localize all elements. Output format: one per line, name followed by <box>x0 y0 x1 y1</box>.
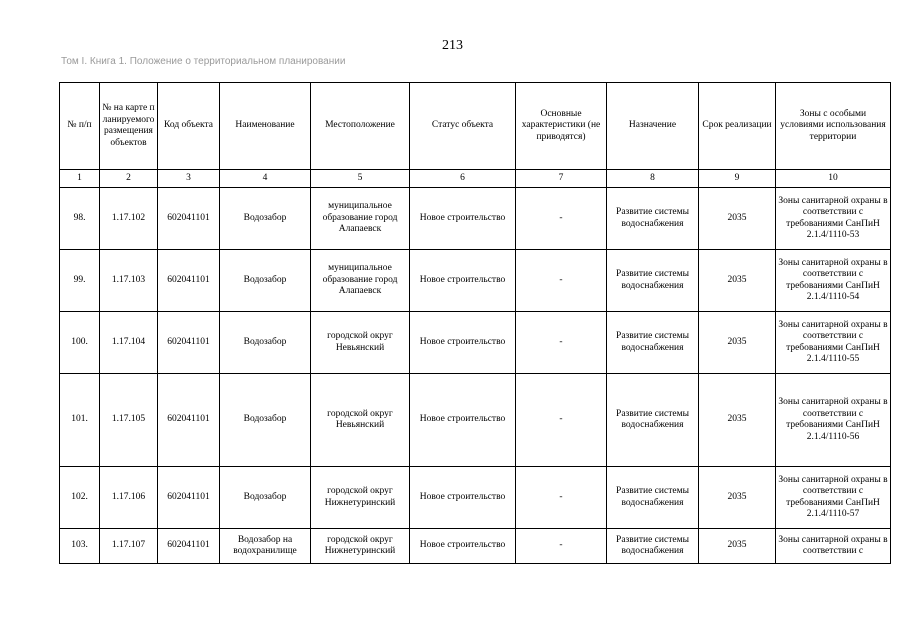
page-number: 213 <box>442 38 463 53</box>
table-cell: 602041101 <box>158 250 220 312</box>
column-header: № на карте планируемого размещения объектов <box>100 83 158 170</box>
table-cell: Водозабор <box>220 250 311 312</box>
table-cell: 103. <box>60 529 100 564</box>
table-cell: 98. <box>60 188 100 250</box>
table-cell: 1.17.107 <box>100 529 158 564</box>
table-row <box>60 529 891 564</box>
table-cell: 102. <box>60 467 100 529</box>
column-number-row <box>60 170 891 188</box>
table-cell: Водозабор на водохранилище <box>220 529 311 564</box>
column-header: Зоны с особыми условиями использования территории <box>776 83 891 170</box>
table-cell: 602041101 <box>158 188 220 250</box>
table-row <box>60 374 891 467</box>
table-cell: Зоны санитарной охраны в соответствии с требованиями СанПиН 2.1.4/1110-55 <box>776 312 891 374</box>
table-cell: Новое строительство <box>410 312 516 374</box>
table-row <box>60 188 891 250</box>
table-cell: 1.17.104 <box>100 312 158 374</box>
table-cell: 1.17.105 <box>100 374 158 467</box>
column-header: Наименование <box>220 83 311 170</box>
planning-objects-table <box>59 82 891 564</box>
running-header: Том I. Книга 1. Положение о территориальном планировании <box>61 56 346 67</box>
table-cell: Развитие системы водоснабжения <box>607 467 699 529</box>
table-cell: 2035 <box>699 374 776 467</box>
table-cell: городской округ Нижнетуринский <box>311 529 410 564</box>
table-row <box>60 250 891 312</box>
table-cell: - <box>516 467 607 529</box>
table-cell: - <box>516 374 607 467</box>
table-cell: Зоны санитарной охраны в соответствии с требованиями СанПиН 2.1.4/1110-57 <box>776 467 891 529</box>
table-cell: Новое строительство <box>410 250 516 312</box>
table-cell: 602041101 <box>158 529 220 564</box>
column-header: Местоположение <box>311 83 410 170</box>
table-cell: Водозабор <box>220 467 311 529</box>
table-cell: Зоны санитарной охраны в соответствии с требованиями СанПиН 2.1.4/1110-54 <box>776 250 891 312</box>
column-number: 5 <box>311 170 410 188</box>
table-cell: 602041101 <box>158 467 220 529</box>
table-cell: 99. <box>60 250 100 312</box>
table-cell: Развитие системы водоснабжения <box>607 374 699 467</box>
table-cell: Водозабор <box>220 374 311 467</box>
table-cell: Развитие системы водоснабжения <box>607 188 699 250</box>
table-cell: 2035 <box>699 188 776 250</box>
column-number: 7 <box>516 170 607 188</box>
table-cell: Развитие системы водоснабжения <box>607 312 699 374</box>
table-cell: городской округ Невьянский <box>311 312 410 374</box>
table-cell: - <box>516 188 607 250</box>
table-cell: - <box>516 529 607 564</box>
table-cell: 2035 <box>699 250 776 312</box>
table-cell: 1.17.103 <box>100 250 158 312</box>
table-cell: городской округ Нижнетуринский <box>311 467 410 529</box>
table-cell: 100. <box>60 312 100 374</box>
table-row <box>60 467 891 529</box>
column-header: № п/п <box>60 83 100 170</box>
table-cell: 1.17.102 <box>100 188 158 250</box>
table-cell: - <box>516 312 607 374</box>
column-number: 9 <box>699 170 776 188</box>
table-cell: городской округ Невьянский <box>311 374 410 467</box>
column-number: 10 <box>776 170 891 188</box>
column-header: Статус объекта <box>410 83 516 170</box>
table-cell: Зоны санитарной охраны в соответствии с <box>776 529 891 564</box>
table-cell: Развитие системы водоснабжения <box>607 250 699 312</box>
table-cell: Развитие системы водоснабжения <box>607 529 699 564</box>
column-header: Срок реализации <box>699 83 776 170</box>
column-header: Основные характеристики (не приводятся) <box>516 83 607 170</box>
table-cell: Водозабор <box>220 188 311 250</box>
table-cell: Новое строительство <box>410 188 516 250</box>
table-row <box>60 312 891 374</box>
column-header: Код объекта <box>158 83 220 170</box>
table-cell: Новое строительство <box>410 374 516 467</box>
header-row <box>60 83 891 170</box>
column-number: 8 <box>607 170 699 188</box>
table-cell: Новое строительство <box>410 529 516 564</box>
table-cell: 101. <box>60 374 100 467</box>
table-cell: Зоны санитарной охраны в соответствии с требованиями СанПиН 2.1.4/1110-56 <box>776 374 891 467</box>
table-cell: Водозабор <box>220 312 311 374</box>
column-number: 3 <box>158 170 220 188</box>
table-cell: муниципальное образование город Алапаевск <box>311 188 410 250</box>
column-number: 4 <box>220 170 311 188</box>
table-cell: 2035 <box>699 529 776 564</box>
column-number: 2 <box>100 170 158 188</box>
table-cell: 2035 <box>699 312 776 374</box>
table-cell: - <box>516 250 607 312</box>
table-cell: 1.17.106 <box>100 467 158 529</box>
column-header: Назначение <box>607 83 699 170</box>
table-cell: 602041101 <box>158 312 220 374</box>
table-cell: 2035 <box>699 467 776 529</box>
table-cell: муниципальное образование город Алапаевск <box>311 250 410 312</box>
column-number: 6 <box>410 170 516 188</box>
table-cell: Новое строительство <box>410 467 516 529</box>
table-cell: Зоны санитарной охраны в соответствии с требованиями СанПиН 2.1.4/1110-53 <box>776 188 891 250</box>
column-number: 1 <box>60 170 100 188</box>
table-cell: 602041101 <box>158 374 220 467</box>
